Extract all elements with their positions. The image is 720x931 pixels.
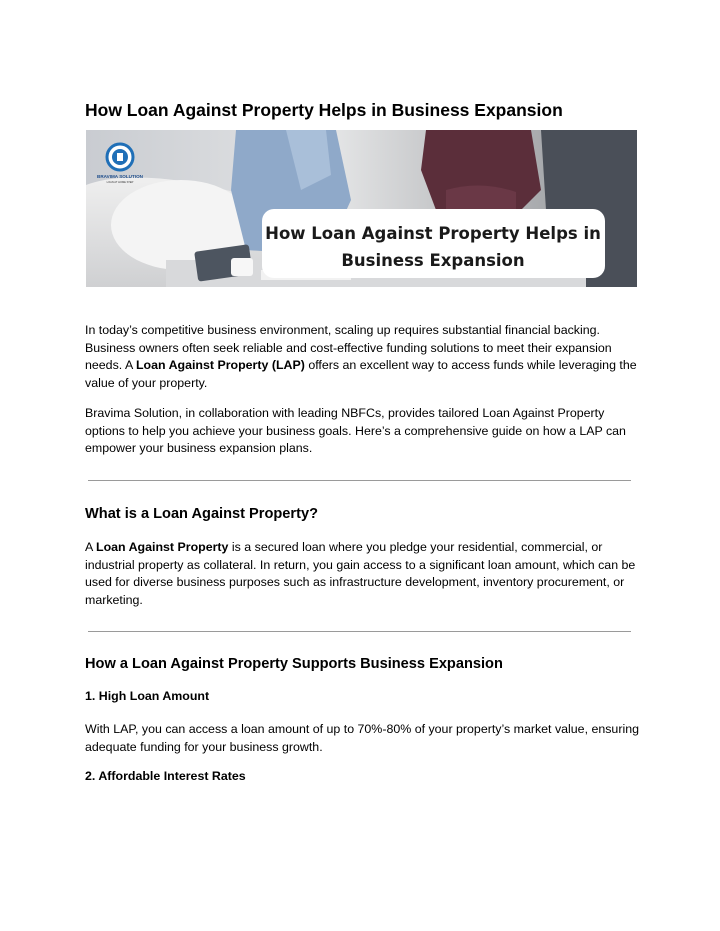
brand-tagline: LOAN AT HOME STEP [106,181,134,184]
intro-paragraph-1 [85,322,640,392]
page-title: How Loan Against Property Helps in Business Expansion [85,100,563,120]
intro-paragraph-2: Bravima Solution, in collaboration with leading NBFCs, provides tailored Loan Against Property options to help you achieve your business goals. Here’s a comprehensive guide on how a LAP can empower your business expansion plans. [85,406,626,455]
brand-name: BRAVIMA SOLUTION [97,174,143,179]
section-heading-how-lap-supports: How a Loan Against Property Supports Business Expansion [85,656,503,672]
divider [88,480,631,481]
hero-banner [262,209,605,278]
intro-text-1: In today’s competitive business environment, scaling up requires substantial financial backing. Business owners often seek reliable and cost-effective funding solutions to meet their expansion needs. A [85,323,612,372]
hero-image [86,130,637,287]
banner-line-1: How Loan Against Property Helps in [265,224,601,243]
divider [88,631,631,632]
section1-bold-lap: Loan Against Property [96,540,229,554]
section1-text-2: is a secured loan where you pledge your residential, commercial, or industrial property as collateral. In return, you gain access to a significant loan amount, which can be used for diverse business purposes such as infrastructure development, inventory procurement, or marketing. [85,540,636,607]
intro-bold-lap: Loan Against Property (LAP) [135,358,305,372]
section1-paragraph [85,539,640,609]
section-heading-what-is-lap: What is a Loan Against Property? [85,506,318,522]
item-heading-affordable-rates: 2. Affordable Interest Rates [85,769,246,783]
item1-paragraph: With LAP, you can access a loan amount of up to 70%-80% of your property’s market value, ensuring adequate funding for your business growth. [85,722,639,754]
intro-text-2: offers an excellent way to access funds while leveraging the value of your property. [85,358,637,390]
item-heading-high-loan-amount: 1. High Loan Amount [85,689,210,703]
banner-line-2: Business Expansion [341,251,525,270]
section1-text-1: A [85,540,97,554]
